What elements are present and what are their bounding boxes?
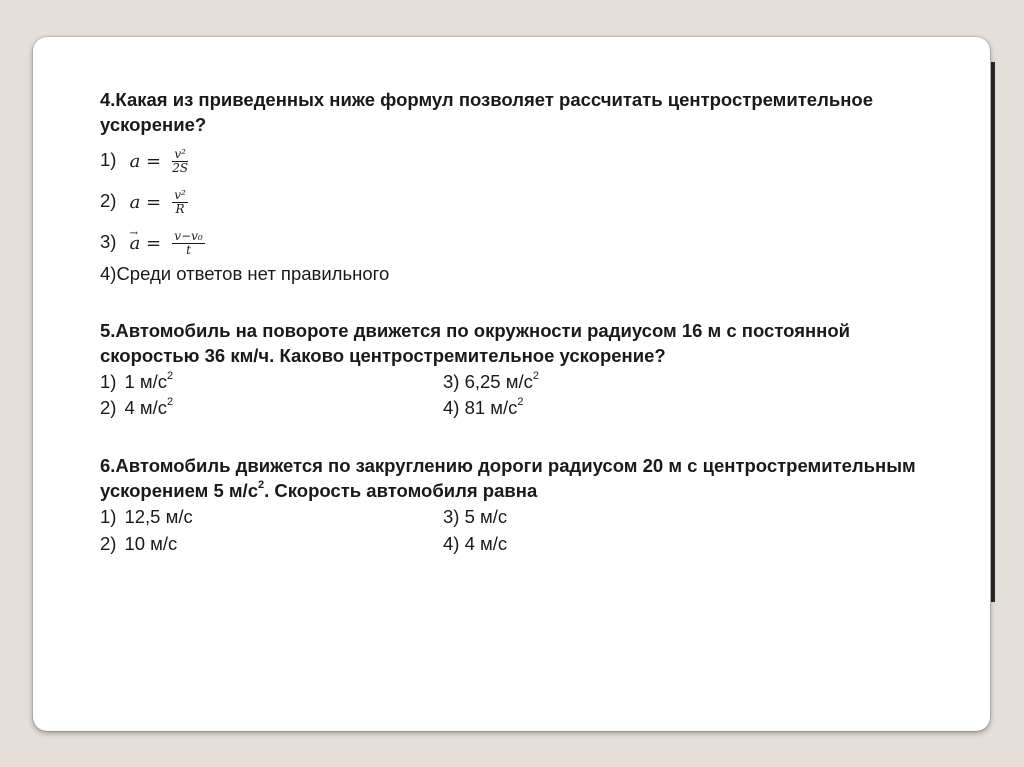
- question-4-option-2: 2) a = $\frac{\text{v²}}{R}$: [100, 188, 186, 216]
- question-4-option-1: 1) a = $\frac{\text{v²}}{2S}$: [100, 147, 189, 175]
- slide-edge-shadow: [991, 62, 995, 602]
- question-6-title: 6.Автомобиль движется по закруглению дороги радиусом 20 м с центростремительным ускорением 5 $м/с^2$. Скорость автомобиля равна: [100, 455, 916, 501]
- question-5-answer-2: 2) 4 $м/с^2$: [100, 396, 174, 418]
- question-6-answer-1: 1) 12,5 м/с: [100, 506, 193, 527]
- question-5-answer-4: 4) 81 $м/с^2$: [443, 396, 524, 418]
- question-6-answer-2: 2) 10 м/с: [100, 533, 178, 554]
- fraction: $\frac{\text{v²}}{R}$: [174, 188, 186, 216]
- question-6-answer-3: 3) 5 м/с: [443, 506, 508, 527]
- question-4-title: 4.Какая из приведенных ниже формул позволяет рассчитать центростремительное ускорение?: [100, 89, 873, 135]
- question-4-option-3: 3) → a = $\frac{\text{v−v₀}}{t}$: [100, 230, 205, 257]
- question-4-option-4: 4)Среди ответов нет правильного: [100, 263, 390, 284]
- question-5-answer-1: 1) 1 $м/с^2$: [100, 370, 174, 392]
- question-5-answer-3: 3) 6,25 $м/с^2$: [443, 370, 539, 392]
- fraction: $\frac{\text{v−v₀}}{t}$: [174, 229, 203, 257]
- question-6-answer-4: 4) 4 м/с: [443, 533, 508, 554]
- question-5-title: 5.Автомобиль на повороте движется по окружности радиусом 16 м с постоянной скоростью 36 км/ч. Каково центростремительное ускорение?: [100, 320, 851, 366]
- fraction: $\frac{\text{v²}}{2S}$: [172, 147, 189, 175]
